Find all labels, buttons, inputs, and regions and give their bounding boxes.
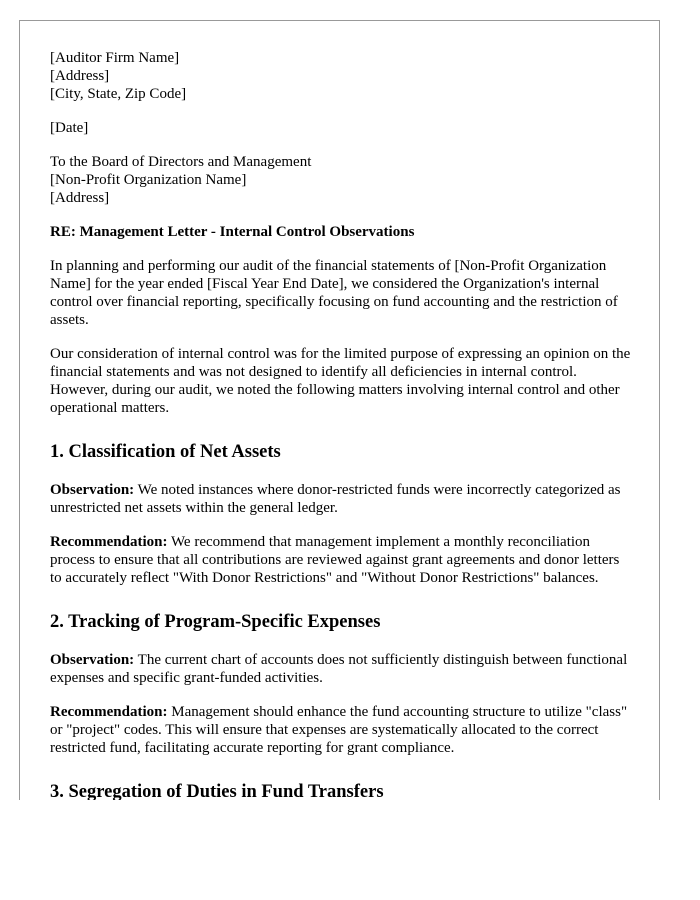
section-heading-3: 3. Segregation of Duties in Fund Transfers <box>50 782 384 800</box>
auditor-city-state-zip: [City, State, Zip Code] <box>50 86 187 102</box>
recipient-org: [Non-Profit Organization Name] <box>50 172 247 188</box>
letter-content <box>50 49 632 800</box>
section-heading-1: 1. Classification of Net Assets <box>50 442 281 462</box>
intro-paragraph-1: In planning and performing our audit of the financial statements of [Non-Profit Organization Name] for the year ended [Fiscal Year End Date], we considered the Organization's internal control over financial reporting, specifically focusing on fund accounting and the restriction of assets. <box>50 258 618 328</box>
auditor-address: [Address] <box>50 68 110 84</box>
auditor-firm-name: [Auditor Firm Name] <box>50 50 180 66</box>
observation-label: Observation: <box>50 652 135 668</box>
letter-page <box>19 20 660 800</box>
section-2-recommendation <box>50 703 632 757</box>
section-1-observation <box>50 481 632 517</box>
recommendation-label: Recommendation: <box>50 704 168 720</box>
recommendation-text: Management should enhance the fund accounting structure to utilize "class" or "project" codes. This will ensure that expenses are systematically allocated to the correct restricted fund, facilitating accurate reporting for grant compliance. <box>50 704 628 756</box>
date-block <box>50 119 632 137</box>
recommendation-label: Recommendation: <box>50 534 168 550</box>
subject-line: RE: Management Letter - Internal Control Observations <box>50 224 415 240</box>
recipient-block <box>50 153 632 207</box>
recipient-address: [Address] <box>50 190 110 206</box>
observation-label: Observation: <box>50 482 135 498</box>
section-1-recommendation <box>50 533 632 587</box>
observation-text: We noted instances where donor-restricted funds were incorrectly categorized as unrestricted net assets within the general ledger. <box>50 482 621 516</box>
recommendation-text: We recommend that management implement a monthly reconciliation process to ensure that all contributions are reviewed against grant agreements and donor letters to accurately reflect "With Donor Restrictions" and "Without Donor Restrictions" balances. <box>50 534 620 586</box>
letter-date: [Date] <box>50 120 89 136</box>
section-2-observation <box>50 651 632 687</box>
recipient-line: To the Board of Directors and Management <box>50 154 312 170</box>
intro-paragraph-2: Our consideration of internal control was for the limited purpose of expressing an opinion on the financial statements and was not designed to identify all deficiencies in internal control. However, during our audit, we noted the following matters involving internal control and other operational matters. <box>50 346 631 416</box>
auditor-block <box>50 49 632 103</box>
section-heading-2: 2. Tracking of Program-Specific Expenses <box>50 612 381 632</box>
observation-text: The current chart of accounts does not sufficiently distinguish between functional expenses and specific grant-funded activities. <box>50 652 628 686</box>
